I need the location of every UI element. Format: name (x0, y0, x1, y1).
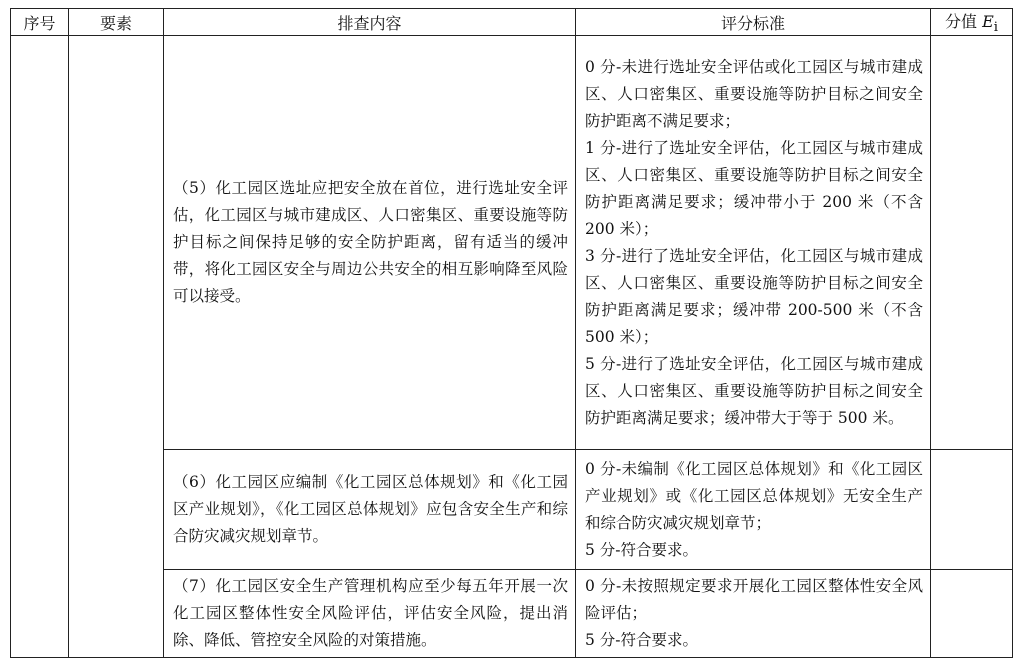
header-index: 序号 (11, 9, 69, 36)
header-score-prefix: 分值 (944, 12, 983, 31)
header-element: 要素 (69, 9, 164, 36)
header-score-sub: i (993, 20, 999, 36)
criteria-cell (576, 36, 931, 450)
header-content: 排查内容 (164, 9, 576, 36)
header-score (931, 9, 1013, 36)
header-score-symbol: E (982, 12, 994, 31)
criteria-item: 5 分-进行了选址安全评估，化工园区与城市建成区、人口密集区、重要设施等防护目标之间安全防护距离满足要求；缓冲带大于等于 500 米。 (585, 354, 923, 427)
criteria-item: 5 分-符合要求。 (585, 540, 699, 559)
content-cell: （6）化工园区应编制《化工园区总体规划》和《化工园区产业规划》，《化工园区总体规划》应包含安全生产和综合防灾减灾规划章节。 (164, 450, 576, 570)
criteria-cell (576, 570, 931, 658)
element-cell (69, 36, 164, 658)
table-header-row (11, 9, 1013, 36)
score-cell (931, 570, 1013, 658)
criteria-item: 0 分-未编制《化工园区总体规划》和《化工园区产业规划》或《化工园区总体规划》无安全生产和综合防灾减灾规划章节； (585, 459, 923, 532)
criteria-cell (576, 450, 931, 570)
criteria-item: 5 分-符合要求。 (585, 631, 699, 650)
criteria-item: 3 分-进行了选址安全评估，化工园区与城市建成区、人口密集区、重要设施等防护目标之间安全防护距离满足要求；缓冲带 200-500 米（不含 500 米）； (585, 246, 923, 346)
criteria-item: 0 分-未进行选址安全评估或化工园区与城市建成区、人口密集区、重要设施等防护目标之间安全防护距离不满足要求； (585, 57, 923, 130)
criteria-item: 1 分-进行了选址安全评估，化工园区与城市建成区、人口密集区、重要设施等防护目标之间安全防护距离满足要求；缓冲带小于 200 米（不含 200 米）； (585, 138, 923, 238)
content-cell: （7）化工园区安全生产管理机构应至少每五年开展一次化工园区整体性安全风险评估，评估安全风险，提出消除、降低、管控安全风险的对策措施。 (164, 570, 576, 658)
criteria-item: 0 分-未按照规定要求开展化工园区整体性安全风险评估； (585, 577, 923, 623)
header-criteria: 评分标准 (576, 9, 931, 36)
index-cell (11, 36, 69, 658)
table-row (11, 36, 1013, 450)
score-cell (931, 36, 1013, 450)
evaluation-table (10, 8, 1013, 658)
content-cell: （5）化工园区选址应把安全放在首位，进行选址安全评估，化工园区与城市建成区、人口密集区、重要设施等防护目标之间保持足够的安全防护距离，留有适当的缓冲带，将化工园区安全与周边公共安全的相互影响降至风险可以接受。 (164, 36, 576, 450)
score-cell (931, 450, 1013, 570)
